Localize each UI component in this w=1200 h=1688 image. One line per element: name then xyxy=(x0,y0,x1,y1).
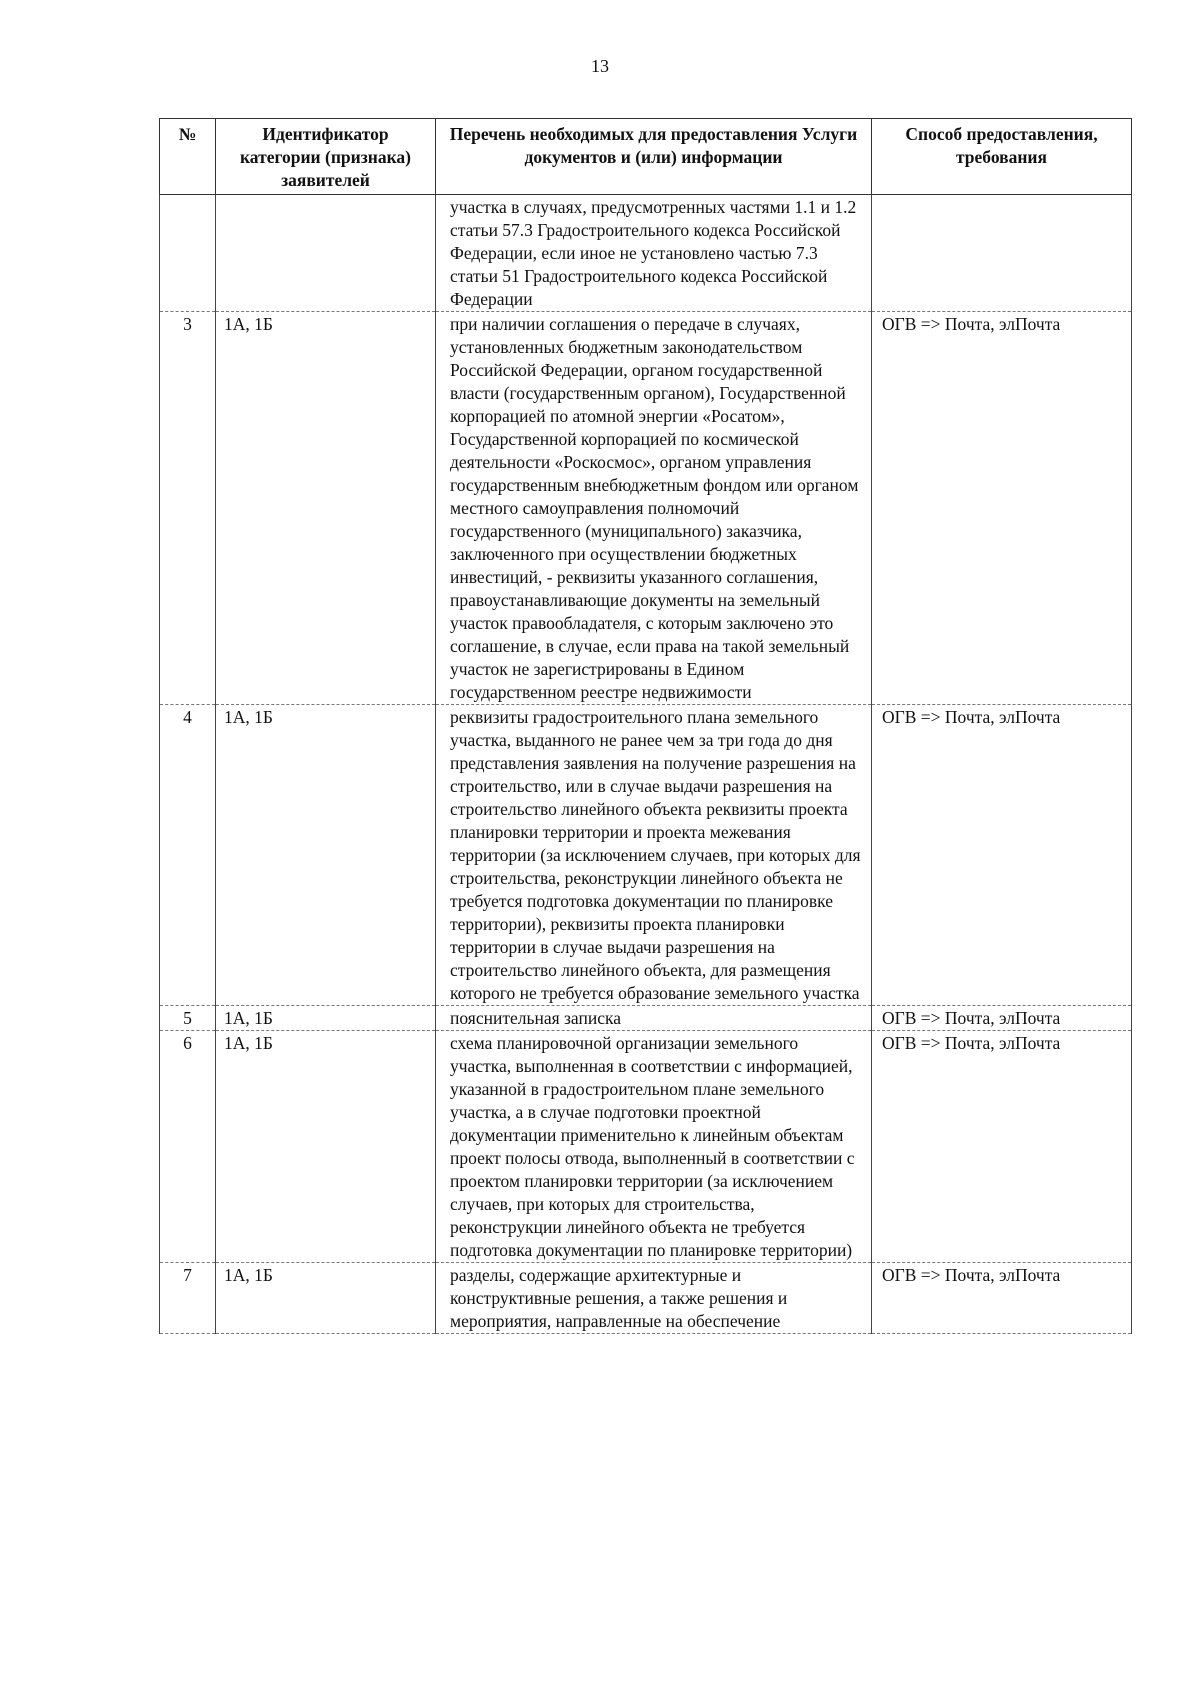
row-number: 6 xyxy=(160,1031,216,1263)
row-category: 1А, 1Б xyxy=(216,1263,436,1334)
row-category: 1А, 1Б xyxy=(216,312,436,705)
row-number xyxy=(160,195,216,312)
row-category: 1А, 1Б xyxy=(216,1006,436,1031)
row-method: ОГВ => Почта, элПочта xyxy=(872,1031,1132,1263)
table-row xyxy=(160,1031,1132,1263)
row-method: ОГВ => Почта, элПочта xyxy=(872,1263,1132,1334)
page-number: 13 xyxy=(591,56,609,76)
row-category: 1А, 1Б xyxy=(216,1031,436,1263)
row-method: ОГВ => Почта, элПочта xyxy=(872,1006,1132,1031)
table-row xyxy=(160,195,1132,312)
row-number: 3 xyxy=(160,312,216,705)
header-method: Способ предоставления, требования xyxy=(872,119,1132,195)
header-category: Идентификатор категории (признака) заявителей xyxy=(216,119,436,195)
row-documents: разделы, содержащие архитектурные и конструктивные решения, а также решения и мероприятия, направленные на обеспечение xyxy=(436,1263,872,1334)
documents-table xyxy=(159,118,1132,1334)
row-method: ОГВ => Почта, элПочта xyxy=(872,312,1132,705)
row-number: 4 xyxy=(160,705,216,1006)
table-row xyxy=(160,1263,1132,1334)
row-category: 1А, 1Б xyxy=(216,705,436,1006)
header-documents: Перечень необходимых для предоставления Услуги документов и (или) информации xyxy=(436,119,872,195)
row-number: 5 xyxy=(160,1006,216,1031)
table-row xyxy=(160,705,1132,1006)
row-documents: схема планировочной организации земельного участка, выполненная в соответствии с информацией, указанной в градостроительном плане земельного участка, а в случае подготовки проектной документации применительно к линейным объектам проект полосы отвода, выполненный в соответствии с проектом планировки территории (за исключением случаев, при которых для строительства, реконструкции линейного объекта не требуется подготовка документации по планировке территории) xyxy=(436,1031,872,1263)
row-documents: реквизиты градостроительного плана земельного участка, выданного не ранее чем за три года до дня представления заявления на получение разрешения на строительство, или в случае выдачи разрешения на строительство линейного объекта реквизиты проекта планировки территории и проекта межевания территории (за исключением случаев, при которых для строительства, реконструкции линейного объекта не требуется подготовка документации по планировке территории), реквизиты проекта планировки территории в случае выдачи разрешения на строительство линейного объекта, для размещения которого не требуется образование земельного участка xyxy=(436,705,872,1006)
row-documents: участка в случаях, предусмотренных частями 1.1 и 1.2 статьи 57.3 Градостроительного кодекса Российской Федерации, если иное не установлено частью 7.3 статьи 51 Градостроительного кодекса Российской Федерации xyxy=(436,195,872,312)
table-row xyxy=(160,1006,1132,1031)
table-row xyxy=(160,312,1132,705)
row-category xyxy=(216,195,436,312)
table-header-row xyxy=(160,119,1132,195)
row-method: ОГВ => Почта, элПочта xyxy=(872,705,1132,1006)
header-number: № xyxy=(160,119,216,195)
row-number: 7 xyxy=(160,1263,216,1334)
row-documents: при наличии соглашения о передаче в случаях, установленных бюджетным законодательством Российской Федерации, органом государственной власти (государственным органом), Государственной корпорацией по атомной энергии «Росатом», Государственной корпорацией по космической деятельности «Роскосмос», органом управления государственным внебюджетным фондом или органом местного самоуправления полномочий государственного (муниципального) заказчика, заключенного при осуществлении бюджетных инвестиций, - реквизиты указанного соглашения, правоустанавливающие документы на земельный участок правообладателя, с которым заключено это соглашение, в случае, если права на такой земельный участок не зарегистрированы в Едином государственном реестре недвижимости xyxy=(436,312,872,705)
row-documents: пояснительная записка xyxy=(436,1006,872,1031)
row-method xyxy=(872,195,1132,312)
